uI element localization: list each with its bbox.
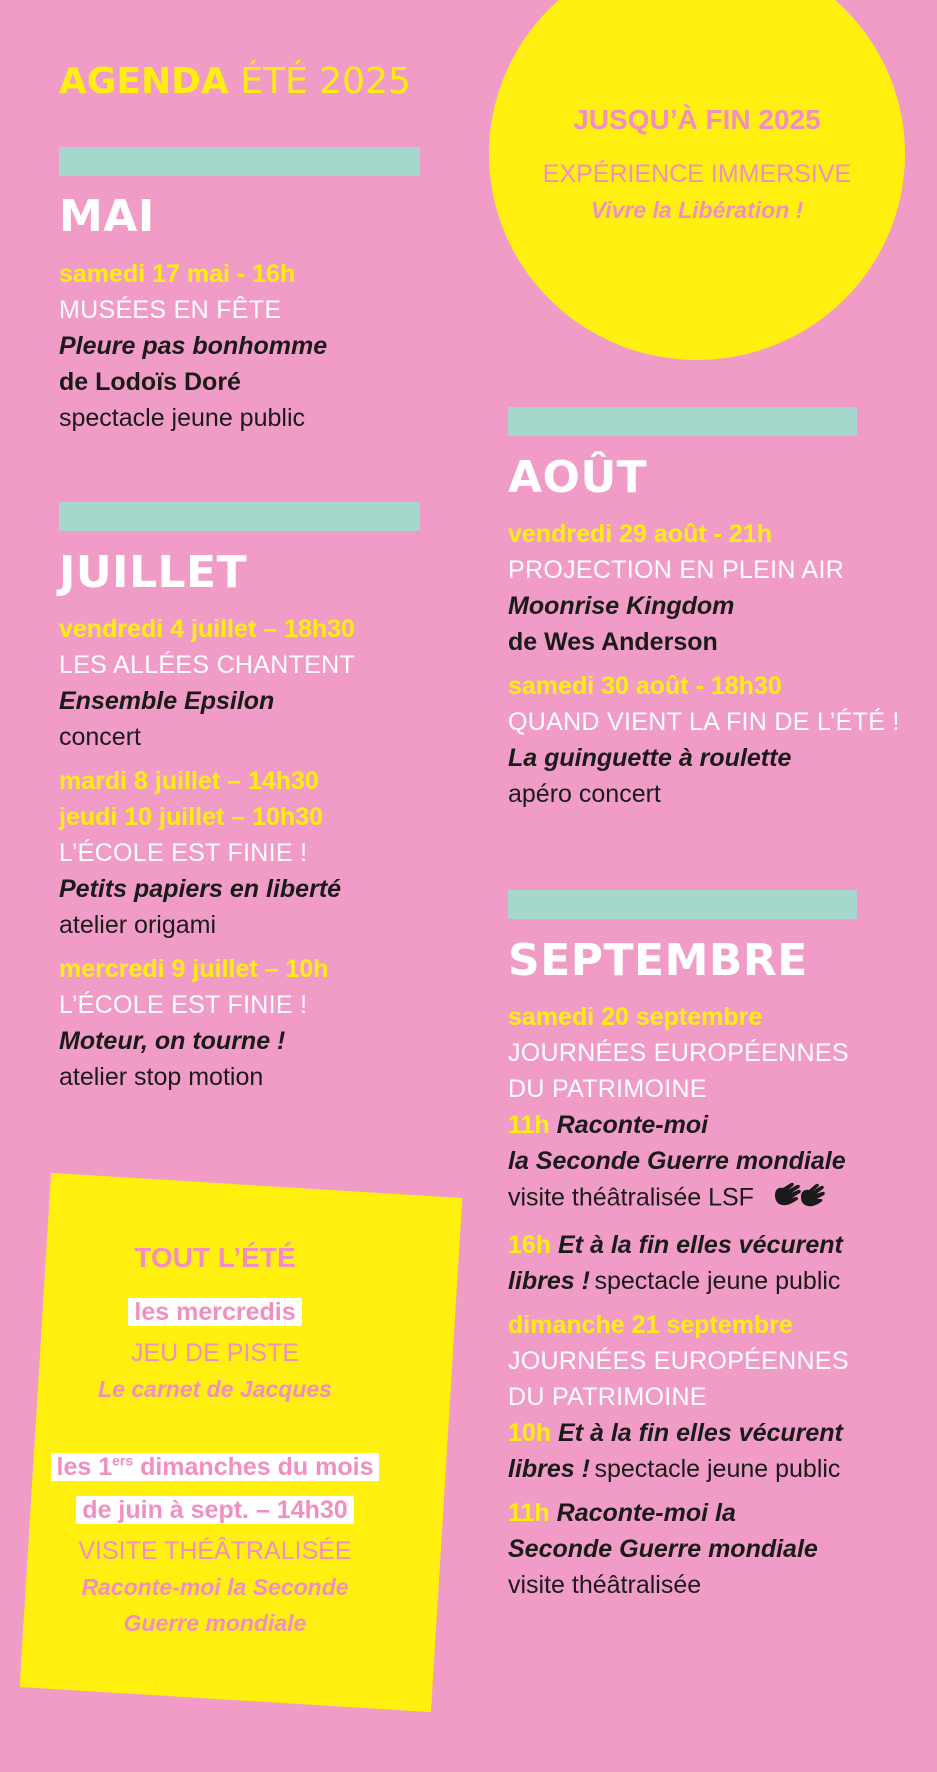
agenda-title-bold: AGENDA [59, 61, 229, 102]
event-name: JOURNÉES EUROPÉENNES [508, 1347, 849, 1375]
event-desc: spectacle jeune public [594, 1455, 841, 1483]
event-name: LES ALLÉES CHANTENT [59, 651, 356, 679]
event-time: 11h [508, 1499, 550, 1527]
tout-ete-event: VISITE THÉÂTRALISÉE [78, 1537, 352, 1566]
event-name: DU PATRIMOINE [508, 1075, 707, 1103]
aout-events [508, 516, 900, 812]
event-work: Et à la fin elles vécurent [558, 1419, 843, 1447]
month-title-septembre: SEPTEMBRE [508, 935, 808, 986]
event-name: JOURNÉES EUROPÉENNES [508, 1039, 849, 1067]
event-date: dimanche 21 septembre [508, 1311, 793, 1339]
event-work: Moonrise Kingdom [508, 592, 735, 620]
event-work: Ensemble Epsilon [59, 687, 275, 715]
event-work: Raconte-moi la [556, 1499, 736, 1527]
tout-ete-work: Le carnet de Jacques [98, 1376, 332, 1402]
tout-ete-work: Raconte-moi la Seconde [81, 1574, 349, 1601]
event-name: DU PATRIMOINE [508, 1383, 707, 1411]
tout-ete-event: JEU DE PISTE [130, 1339, 300, 1367]
event-work: libres ! [508, 1455, 590, 1483]
event-desc: atelier stop motion [59, 1063, 264, 1091]
agenda-title-light: ÉTÉ 2025 [240, 61, 411, 102]
juillet-events [59, 611, 355, 1095]
event-work: Raconte-moi [556, 1111, 709, 1139]
event-name: PROJECTION EN PLEIN AIR [508, 556, 845, 584]
event-work-author: de Lodoïs Doré [59, 368, 241, 396]
event-name: MUSÉES EN FÊTE [59, 296, 282, 324]
event-time: 10h [508, 1419, 552, 1447]
event-desc: atelier origami [59, 911, 217, 939]
event-date: samedi 17 mai - 16h [59, 260, 296, 288]
event-work: Petits papiers en liberté [59, 875, 342, 903]
septembre-events [508, 999, 849, 1603]
month-title-mai: MAI [59, 191, 155, 242]
event-desc: spectacle jeune public [59, 404, 305, 432]
event-work-author: de Wes Anderson [508, 628, 718, 656]
circle-title: JUSQU’À FIN 2025 [573, 104, 821, 135]
event-work: libres ! [508, 1267, 590, 1295]
event-desc: visite théâtralisée [508, 1571, 702, 1599]
event-time: 16h [508, 1231, 552, 1259]
tout-ete-label: les 1ers dimanches du mois [51, 1453, 380, 1481]
tout-ete-work: Guerre mondiale [123, 1610, 307, 1637]
agenda-title [59, 60, 411, 104]
event-desc: spectacle jeune public [594, 1267, 841, 1295]
section-bar-mai [59, 147, 420, 176]
event-desc: concert [59, 723, 141, 751]
event-date: mercredi 9 juillet – 10h [59, 955, 329, 983]
event-name: L’ÉCOLE EST FINIE ! [59, 991, 308, 1019]
tout-ete-content [40, 1238, 390, 1641]
event-date: vendredi 4 juillet – 18h30 [59, 615, 355, 643]
event-work: Et à la fin elles vécurent [558, 1231, 843, 1259]
event-date: mardi 8 juillet – 14h30 [59, 767, 319, 795]
event-work: Moteur, on tourne ! [59, 1027, 286, 1055]
tout-ete-title: TOUT L’ÉTÉ [134, 1242, 296, 1273]
event-work: La guinguette à roulette [508, 744, 792, 772]
event-work: la Seconde Guerre mondiale [508, 1147, 846, 1175]
section-bar-juillet [59, 502, 420, 531]
month-title-aout: AOÛT [508, 452, 648, 503]
event-work: Pleure pas bonhomme [59, 332, 328, 360]
tout-ete-label: les mercredis [128, 1298, 301, 1326]
circle-content [489, 100, 905, 228]
tout-ete-label: de juin à sept. – 14h30 [76, 1496, 353, 1524]
event-time: 11h [508, 1111, 550, 1139]
event-desc: visite théâtralisée LSF [508, 1183, 754, 1212]
mai-events [59, 256, 327, 436]
event-name: QUAND VIENT LA FIN DE L’ÉTÉ ! [508, 708, 900, 736]
circle-work: Vivre la Libération ! [590, 197, 804, 223]
event-date: samedi 30 août - 18h30 [508, 672, 782, 700]
section-bar-aout [508, 407, 857, 436]
event-name: L’ÉCOLE EST FINIE ! [59, 839, 308, 867]
event-date: jeudi 10 juillet – 10h30 [59, 803, 324, 831]
event-date: samedi 20 septembre [508, 1003, 763, 1031]
month-title-juillet: JUILLET [59, 547, 248, 598]
event-date: vendredi 29 août - 21h [508, 520, 772, 548]
circle-subtitle: EXPÉRIENCE IMMERSIVE [542, 160, 852, 188]
sign-language-hands-icon [771, 1179, 827, 1219]
section-bar-septembre [508, 890, 857, 919]
event-desc: apéro concert [508, 780, 661, 808]
event-work: Seconde Guerre mondiale [508, 1535, 818, 1563]
